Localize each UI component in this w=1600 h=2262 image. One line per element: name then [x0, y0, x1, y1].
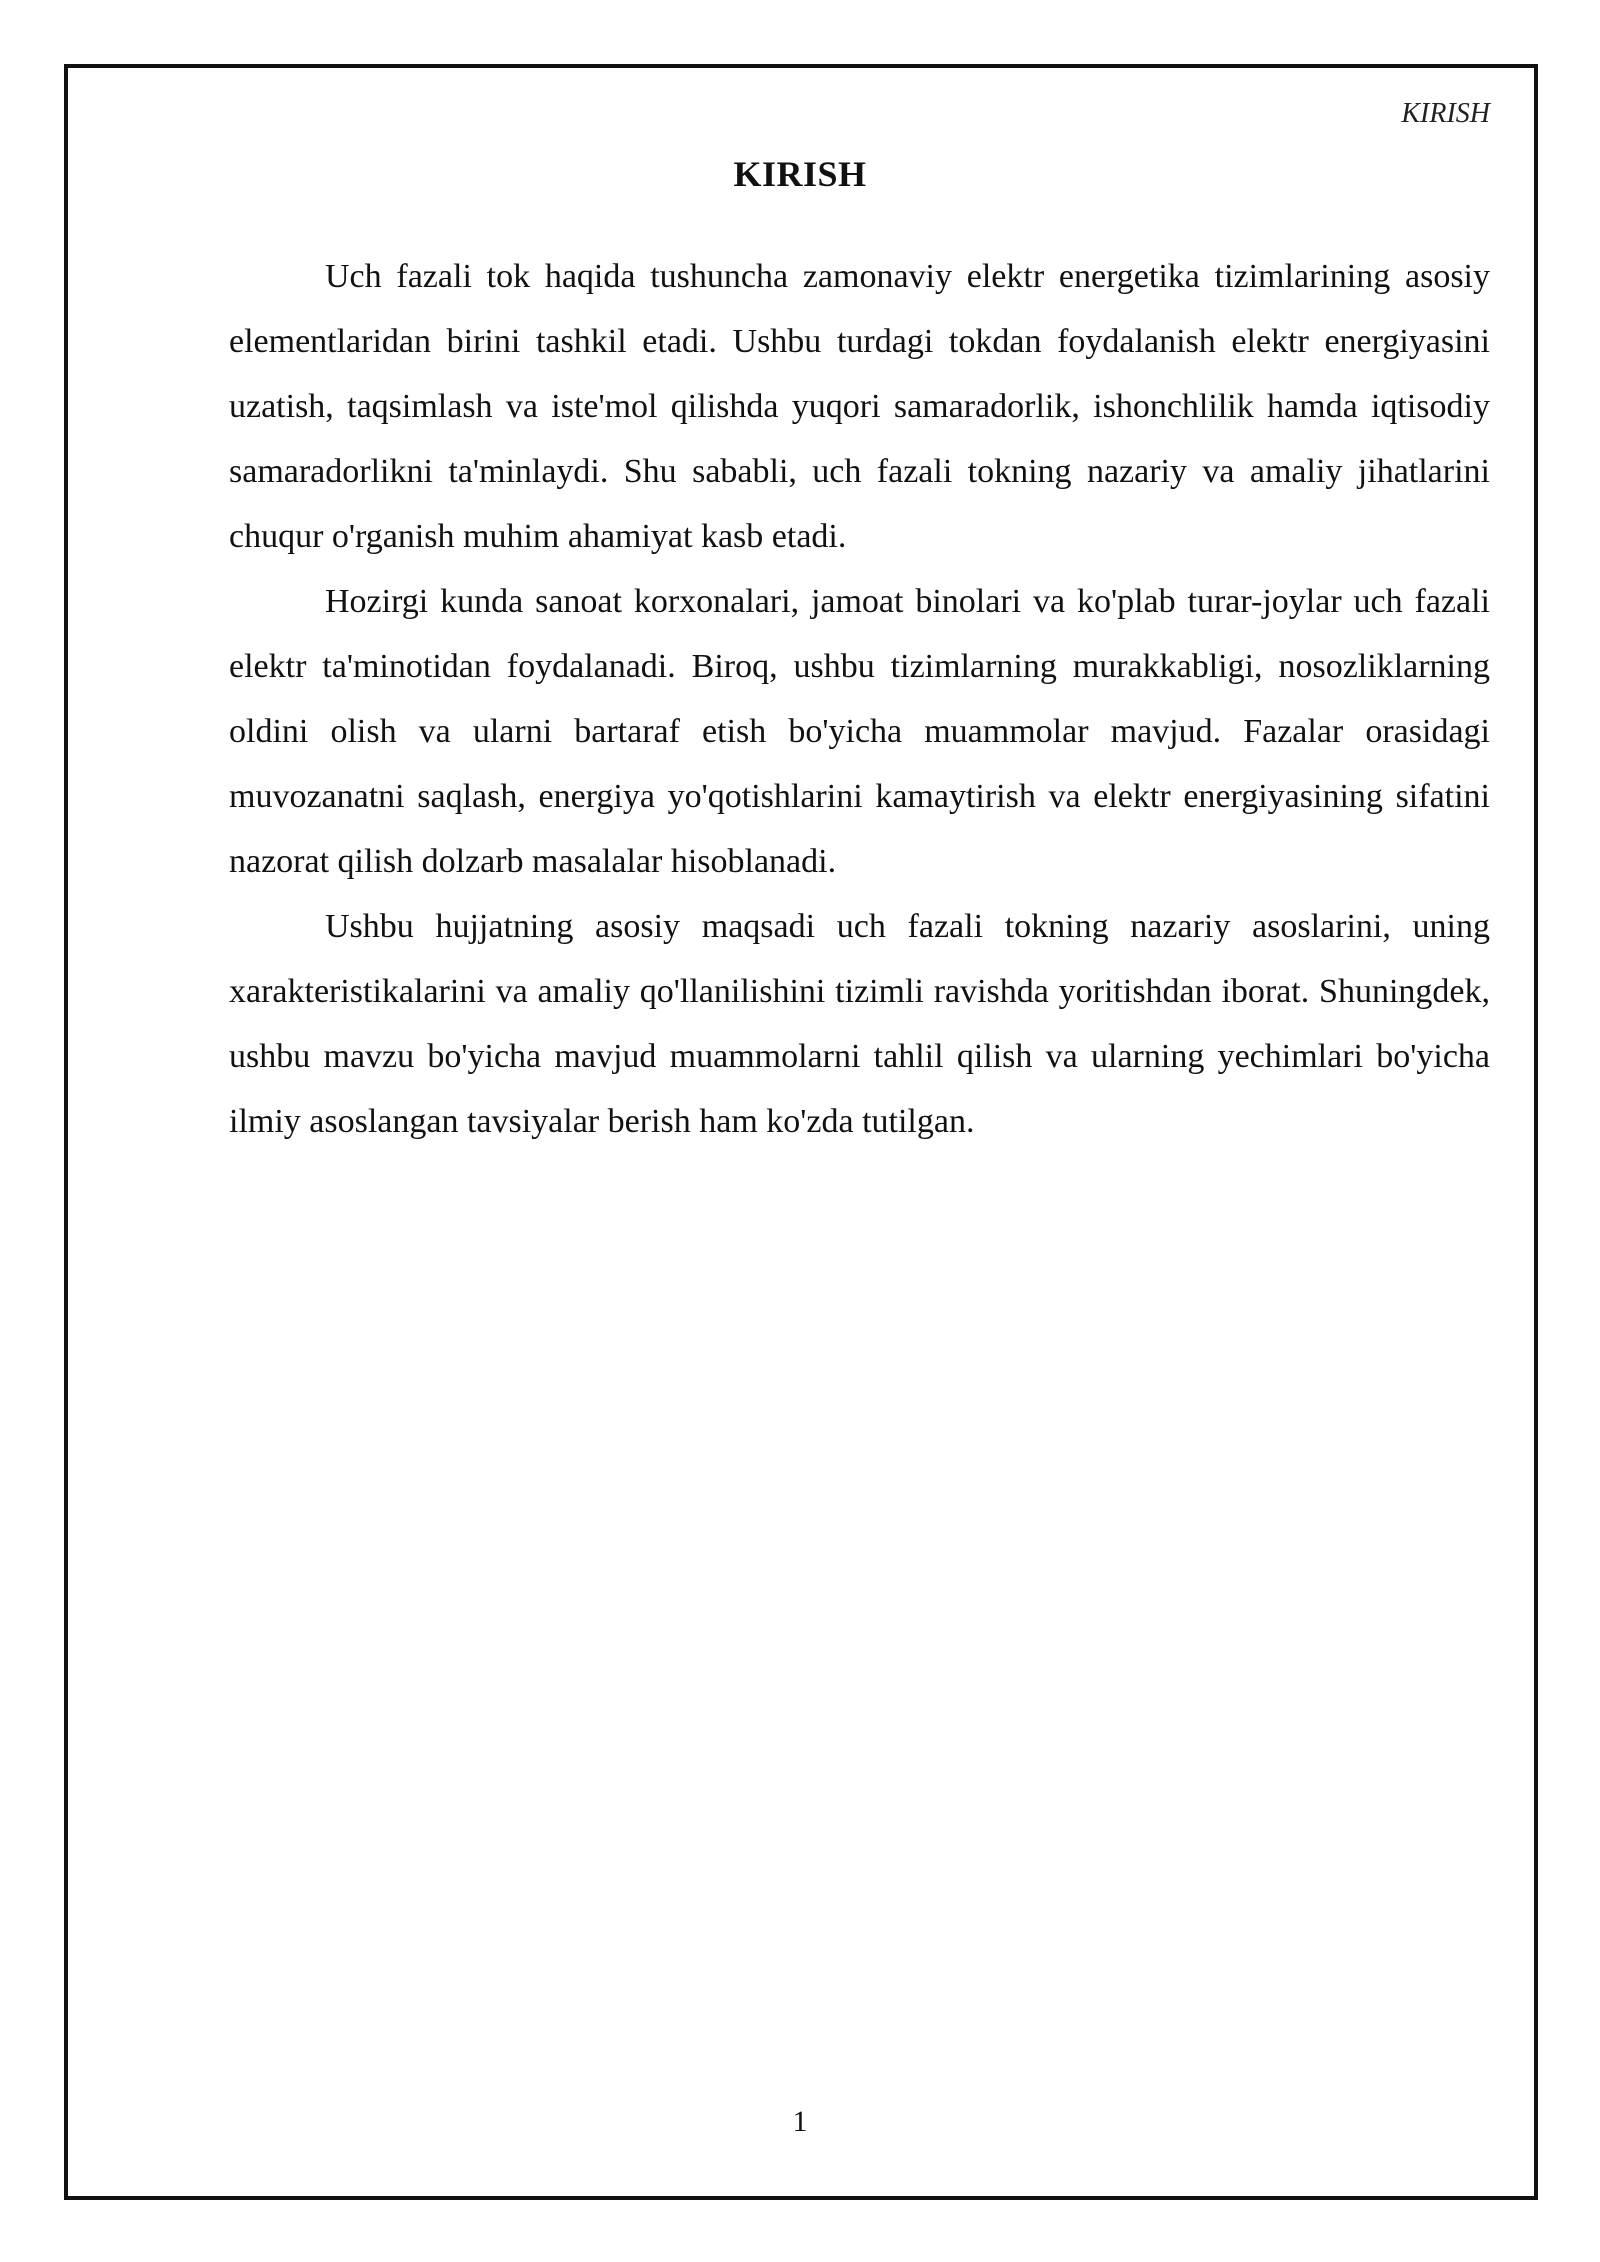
- body-text: [229, 244, 1490, 1154]
- paragraph: Uch fazali tok haqida tushuncha zamonaviy elektr energetika tizimlarining asosiy elementlaridan birini tashkil etadi. Ushbu turdagi tokdan foydalanish elektr energiyasini uzatish, taqsimlash va iste'mol qilishda yuqori samaradorlik, ishonchlilik hamda iqtisodiy samaradorlikni ta'minlaydi. Shu sababli, uch fazali tokning nazariy va amaliy jihatlarini chuqur o'rganish muhim ahamiyat kasb etadi.: [229, 258, 1490, 555]
- paragraph: Hozirgi kunda sanoat korxonalari, jamoat binolari va ko'plab turar-joylar uch fazali elektr ta'minotidan foydalanadi. Biroq, ushbu tizimlarning murakkabligi, nosozliklarning oldini olish va ularni bartaraf etish bo'yicha muammolar mavjud. Fazalar orasidagi muvozanatni saqlash, energiya yo'qotishlarini kamaytirish va elektr energiyasining sifatini nazorat qilish dolzarb masalalar hisoblanadi.: [229, 583, 1490, 880]
- page-number: 1: [792, 2105, 808, 2138]
- page-title: KIRISH: [733, 154, 867, 194]
- running-header: KIRISH: [1401, 98, 1490, 129]
- paragraph: Ushbu hujjatning asosiy maqsadi uch fazali tokning nazariy asoslarini, uning xarakteristikalarini va amaliy qo'llanilishini tizimli ravishda yoritishdan iborat. Shuningdek, ushbu mavzu bo'yicha mavjud muammolarni tahlil qilish va ularning yechimlari bo'yicha ilmiy asoslangan tavsiyalar berish ham ko'zda tutilgan.: [229, 908, 1490, 1140]
